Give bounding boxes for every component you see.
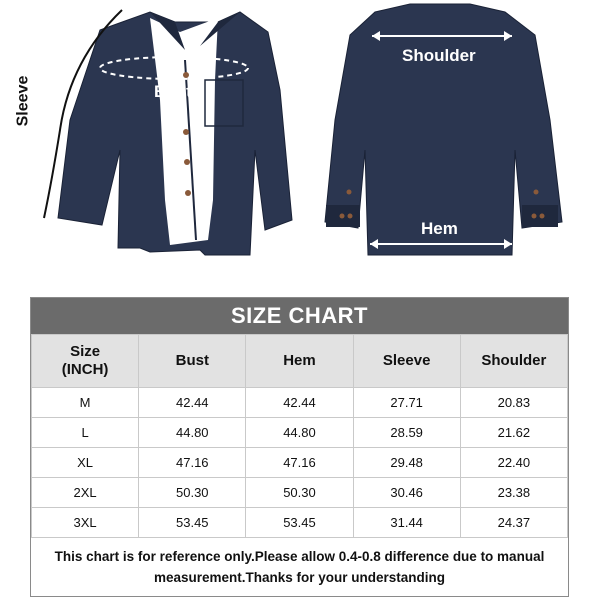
cell-size: 2XL [32,478,139,508]
cell-bust: 53.45 [139,508,246,538]
cell-shoulder: 22.40 [460,448,567,478]
cell-shoulder: 20.83 [460,388,567,418]
header-size: Size (INCH) [32,335,139,388]
cell-hem: 53.45 [246,508,353,538]
cell-sleeve: 29.48 [353,448,460,478]
product-illustration [0,0,600,290]
cell-bust: 47.16 [139,448,246,478]
table-row [32,508,568,538]
size-table [31,334,568,538]
cell-hem: 42.44 [246,388,353,418]
sleeve-label: Sleeve [14,75,32,127]
cell-bust: 44.80 [139,418,246,448]
header-hem: Hem [246,335,353,388]
cell-hem: 47.16 [246,448,353,478]
header-shoulder: Shoulder [460,335,567,388]
cell-hem: 44.80 [246,418,353,448]
table-row [32,388,568,418]
bust-label: Bust [154,82,192,101]
table-row [32,418,568,448]
table-header-row [32,335,568,388]
front-shirt-image [44,10,292,255]
header-bust: Bust [139,335,246,388]
cell-size: M [32,388,139,418]
reference-note: This chart is for reference only.Please allow 0.4-0.8 difference due to manual measurement.Thanks for your understanding [54,549,545,585]
header-sleeve: Sleeve [353,335,460,388]
shoulder-label: Shoulder [402,46,476,65]
shirt-drawings [0,0,600,290]
cell-shoulder: 21.62 [460,418,567,448]
size-chart [30,297,569,597]
cell-hem: 50.30 [246,478,353,508]
cell-sleeve: 30.46 [353,478,460,508]
back-shirt-image [325,4,562,255]
cell-bust: 50.30 [139,478,246,508]
cell-bust: 42.44 [139,388,246,418]
cell-size: L [32,418,139,448]
cell-size: 3XL [32,508,139,538]
size-chart-title: SIZE CHART [31,298,568,334]
table-row [32,448,568,478]
hem-label: Hem [421,219,458,238]
cell-size: XL [32,448,139,478]
cell-sleeve: 28.59 [353,418,460,448]
table-row [32,478,568,508]
cell-shoulder: 24.37 [460,508,567,538]
cell-sleeve: 31.44 [353,508,460,538]
cell-sleeve: 27.71 [353,388,460,418]
cell-shoulder: 23.38 [460,478,567,508]
